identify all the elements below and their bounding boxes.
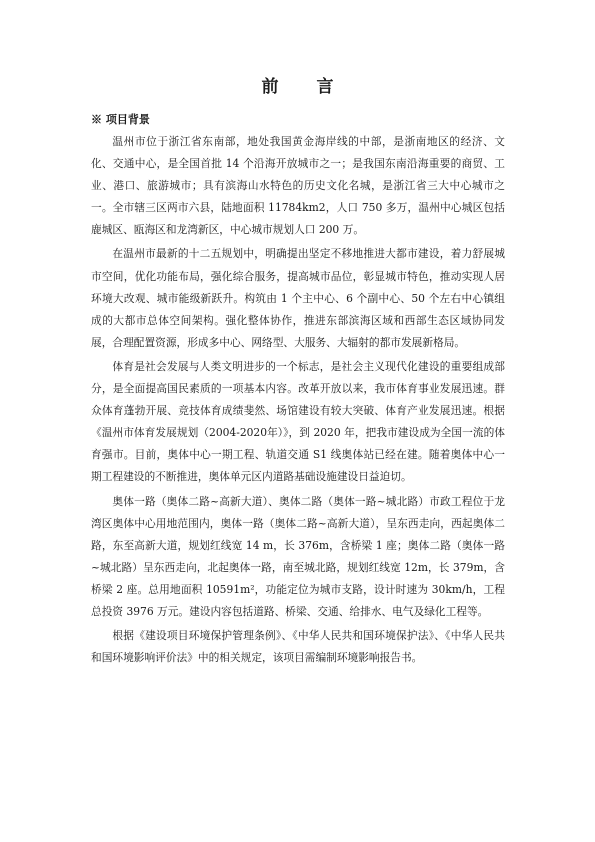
section-heading: ※ 项目背景 xyxy=(91,113,150,126)
body-text xyxy=(91,131,505,671)
paragraph-3: 体育是社会发展与人类文明进步的一个标志，是社会主义现代化建设的重要组成部分，是全面提高国民素质的一项基本内容。改革开放以来，我市体育事业发展迅速。群众体育蓬勃开展、竞技体育成绩斐然、场馆建设有较大突破、体育产业发展迅速。根据《温州市体育发展规划（2004-2020年）》，到 2020 年，把我市建设成为全国一流的体育强市。目前，奥体中心一期工程、轨道交通 S1 线奥体站已经在建。随着奥体中心一期工程建设的不断推进，奥体单元区内道路基础设施建设日益迫切。 xyxy=(91,359,505,484)
paragraph-5: 根据《建设项目环境保护管理条例》、《中华人民共和国环境保护法》、《中华人民共和国环境影响评价法》中的相关规定，该项目需编制环境影响报告书。 xyxy=(91,629,505,665)
paragraph-4: 奥体一路（奥体二路~高新大道）、奥体二路（奥体一路~城北路）市政工程位于龙湾区奥体中心用地范围内，奥体一路（奥体二路~高新大道），呈东西走向，西起奥体二路，东至高新大道，规划红线宽 14 m，长 376m，含桥梁 1 座；奥体二路（奥体一路~城北路）呈东西走向，北起奥体一路，南至城北路，规划红线宽 12m，长 379m，含桥梁 2 座。总用地面积 10591m²，功能定位为城市支路，设计时速为 30km/h，工程总投资 3976 万元。建设内容包括道路、桥梁、交通、给排水、电气及绿化工程等。 xyxy=(91,494,505,618)
paragraph-2: 在温州市最新的十二五规划中，明确提出坚定不移地推进大都市建设，着力舒展城市空间，优化功能布局，强化综合服务，提高城市品位，彰显城市特色，推动实现人居环境大改观、城市能级新跃升。构筑由 1 个主中心、6 个副中心、50 个左右中心镇组成的大都市总体空间架构。强化整体协作，推进东部滨海区域和西部生态区域协同发展，合理配置资源，形成多中心、网络型、大服务、大辐射的都市发展新格局。 xyxy=(91,247,505,349)
page-title: 前 言 xyxy=(261,77,350,97)
paragraph-1: 温州市位于浙江省东南部，地处我国黄金海岸线的中部，是浙南地区的经济、文化、交通中心，是全国首批 14 个沿海开放城市之一；是我国东南沿海重要的商贸、工业、港口、旅游城市；具有滨海山水特色的历史文化名城，是浙江省三大中心城市之一。全市辖三区两市六县，陆地面积 11784km2，人口 750 多万，温州中心城区包括鹿城区、瓯海区和龙湾新区，中心城市规划人口 200 万。 xyxy=(91,135,505,237)
